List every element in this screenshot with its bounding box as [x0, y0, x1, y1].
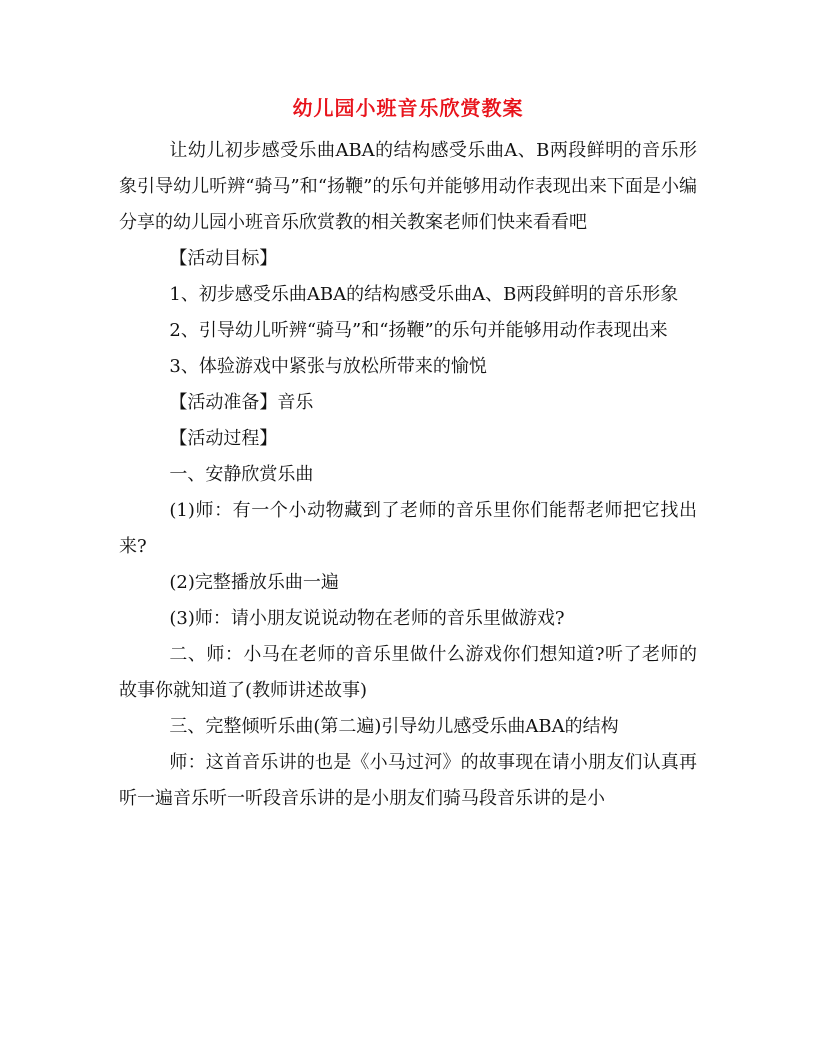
document-body [119, 133, 697, 817]
process-step-2: 二、师：小马在老师的音乐里做什么游戏你们想知道?听了老师的故事你就知道了(教师讲述故事) [119, 644, 697, 701]
intro-paragraph: 让幼儿初步感受乐曲ABA的结构感受乐曲A、B两段鲜明的音乐形象引导幼儿听辨“骑马”和“扬鞭”的乐句并能够用动作表现出来下面是小编分享的幼儿园小班音乐欣赏教的相关教案老师们快来看看吧 [119, 140, 697, 233]
teacher-paragraph: 师：这首音乐讲的也是《小马过河》的故事现在请小朋友们认真再听一遍音乐听一听段音乐讲的是小朋友们骑马段音乐讲的是小 [119, 752, 697, 809]
section-heading-process: 【活动过程】 [169, 428, 278, 449]
process-step-3: 三、完整倾听乐曲(第二遍)引导幼儿感受乐曲ABA的结构 [169, 716, 619, 737]
goal-item-1: 1、初步感受乐曲ABA的结构感受乐曲A、B两段鲜明的音乐形象 [169, 284, 679, 305]
goal-item-3: 3、体验游戏中紧张与放松所带来的愉悦 [169, 356, 487, 377]
process-step-1: 一、安静欣赏乐曲 [169, 464, 314, 485]
process-substep-3: (3)师：请小朋友说说动物在老师的音乐里做游戏? [169, 608, 565, 629]
process-substep-1: (1)师：有一个小动物藏到了老师的音乐里你们能帮老师把它找出来? [119, 500, 697, 557]
goal-item-2: 2、引导幼儿听辨“骑马”和“扬鞭”的乐句并能够用动作表现出来 [169, 320, 668, 341]
document-title: 幼儿园小班音乐欣赏教案 [292, 96, 524, 120]
section-heading-preparation: 【活动准备】音乐 [169, 392, 314, 413]
section-heading-goals: 【活动目标】 [169, 248, 278, 269]
process-substep-2: (2)完整播放乐曲一遍 [169, 572, 339, 593]
